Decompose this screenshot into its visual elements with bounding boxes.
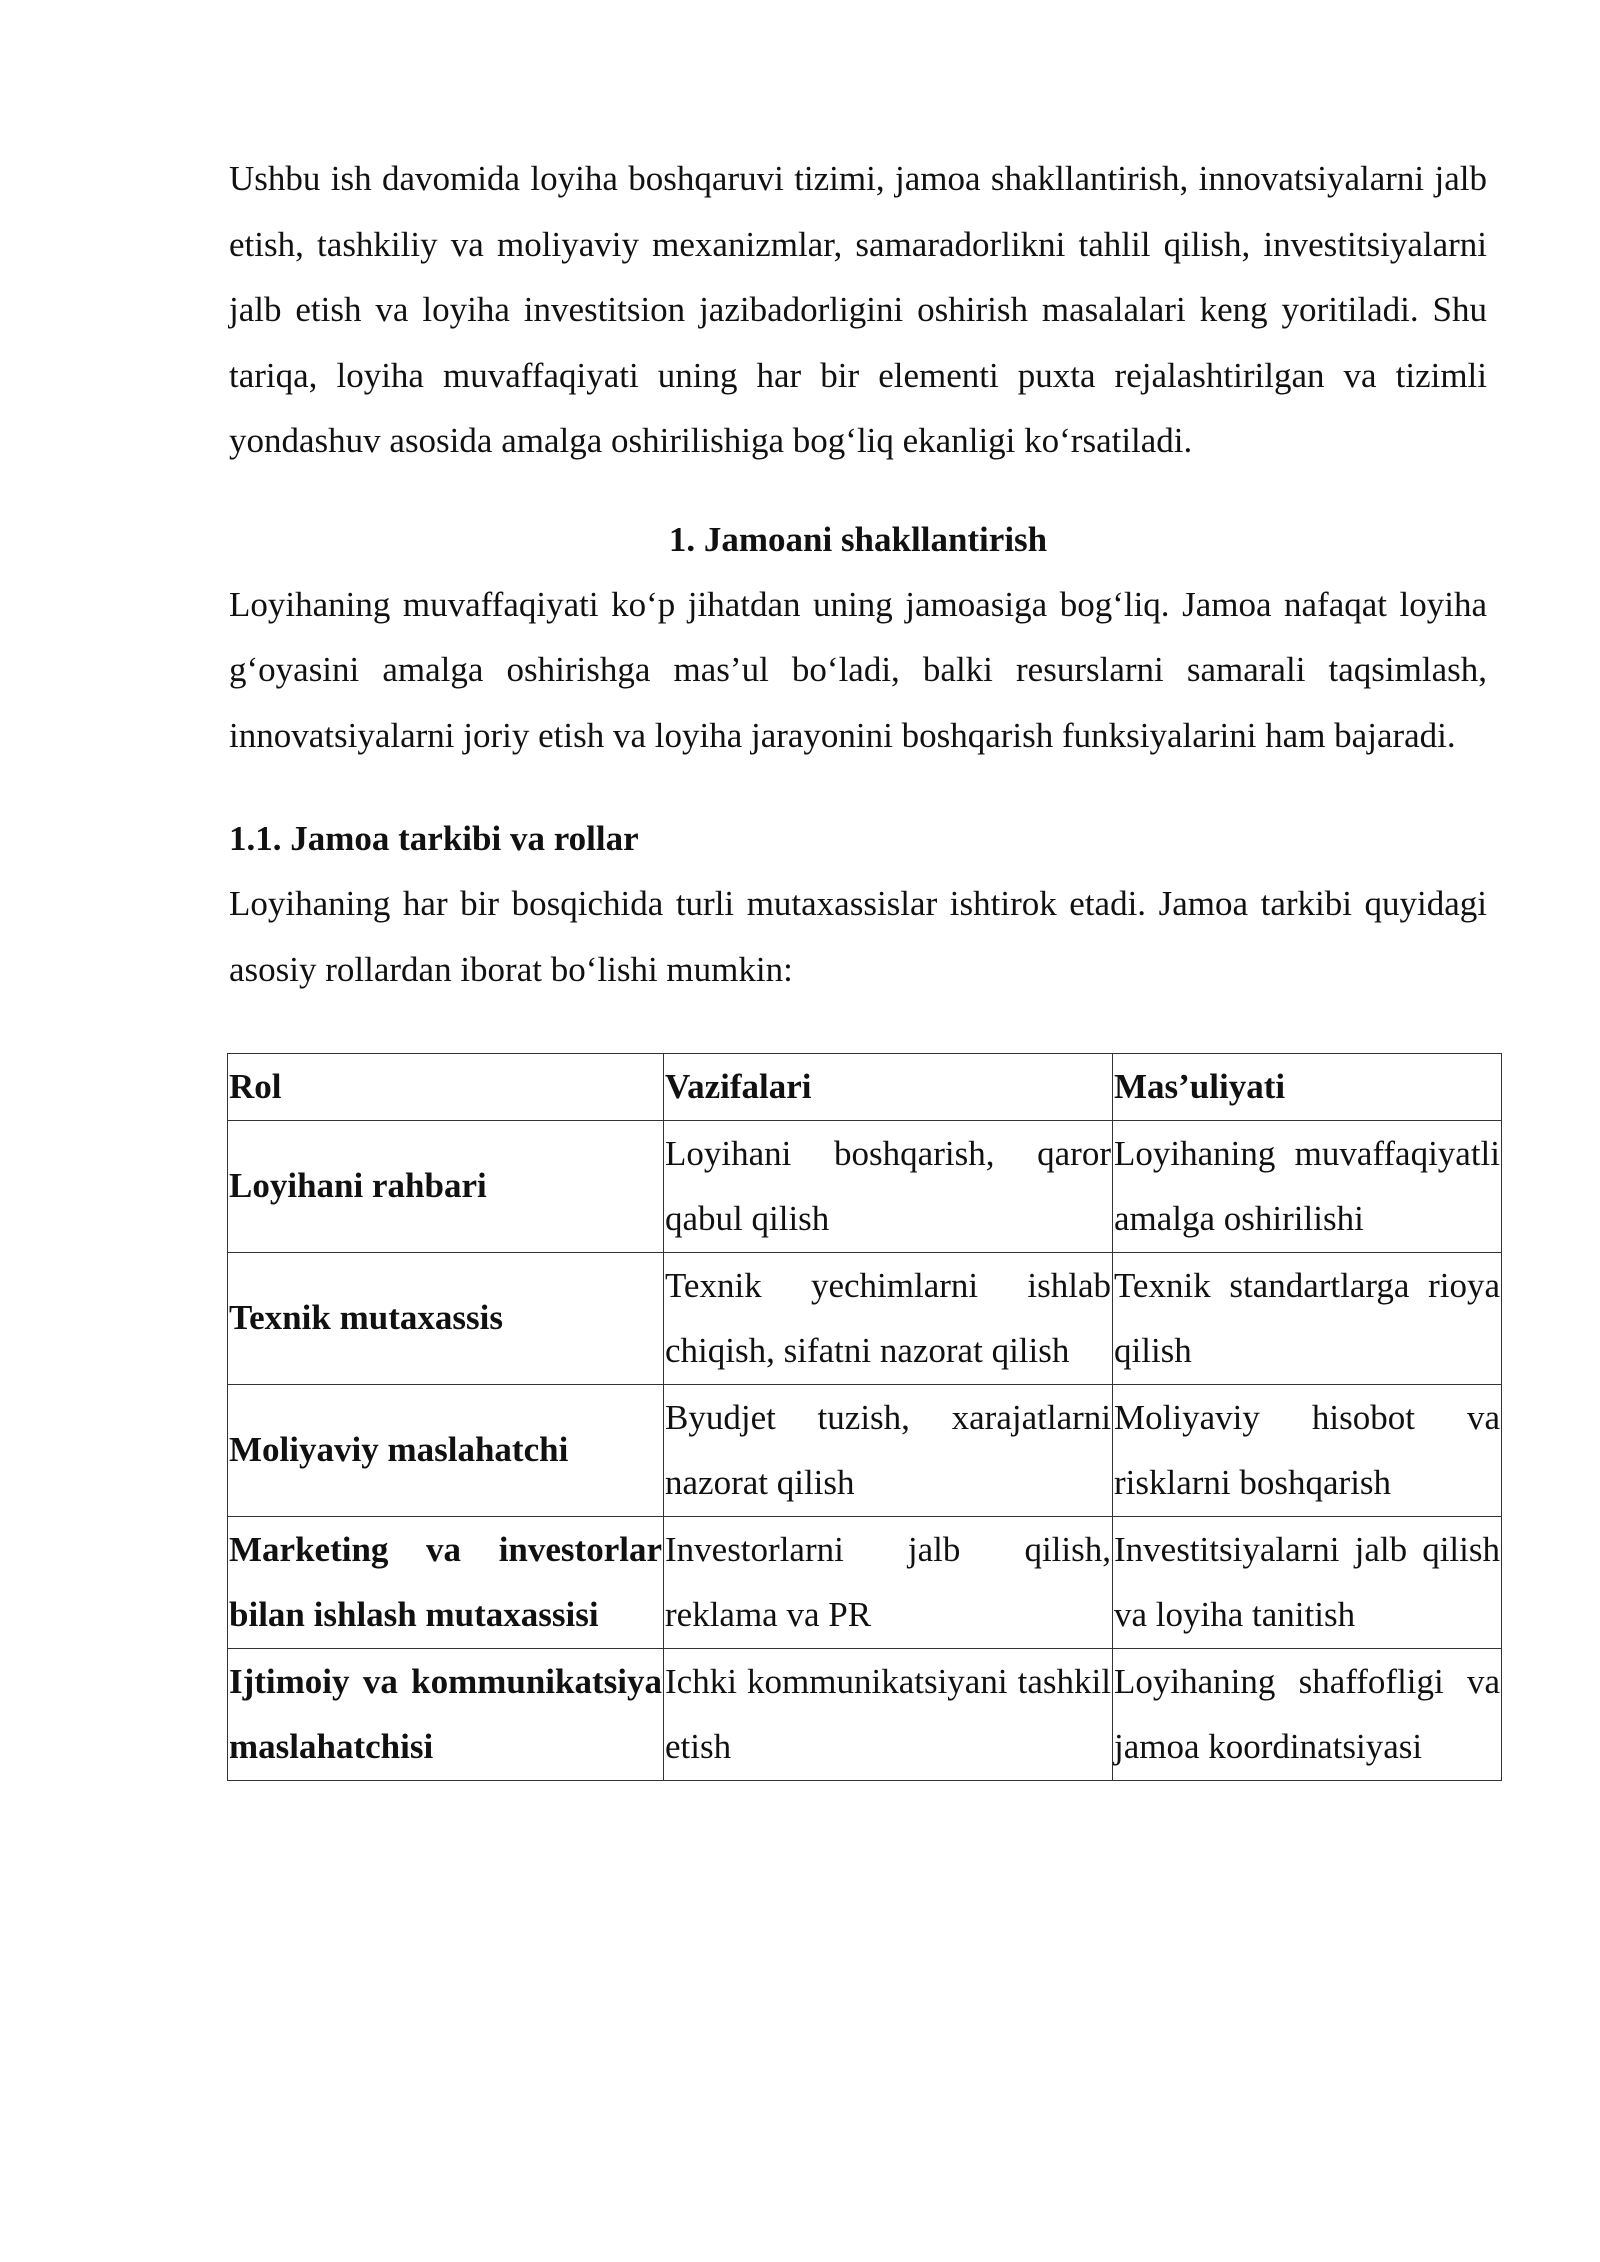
table-row (228, 1252, 1502, 1384)
responsibility-cell: Texnik standartlarga rioya qilish (1113, 1252, 1502, 1384)
tasks-cell: Texnik yechimlarni ishlab chiqish, sifatni nazorat qilish (664, 1252, 1113, 1384)
intro-paragraph: Ushbu ish davomida loyiha boshqaruvi tizimi, jamoa shakllantirish, innovatsiyalarni jalb etish, tashkiliy va moliyaviy mexanizmlar, samaradorlikni tahlil qilish, investitsiyalarni jalb etish va loyiha investitsion jazibadorligini oshirish masalalari keng yoritiladi. Shu tariqa, loyiha muvaffaqiyati uning har bir elementi puxta rejalashtirilgan va tizimli yondashuv asosida amalga oshirilishiga bog‘liq ekanligi ko‘rsatiladi. (229, 159, 1487, 460)
roles-table (227, 1053, 1502, 1781)
responsibility-cell: Moliyaviy hisobot va risklarni boshqarish (1113, 1384, 1502, 1516)
role-cell: Moliyaviy maslahatchi (228, 1384, 664, 1516)
subsection-paragraph: Loyihaning har bir bosqichida turli mutaxassislar ishtirok etadi. Jamoa tarkibi quyidagi asosiy rollardan iborat bo‘lishi mumkin: (229, 884, 1487, 989)
table-row (228, 1384, 1502, 1516)
section-paragraph: Loyihaning muvaffaqiyati ko‘p jihatdan uning jamoasiga bog‘liq. Jamoa nafaqat loyiha g‘oyasini amalga oshirishga mas’ul bo‘ladi, balki resurslarni samarali taqsimlash, innovatsiyalarni joriy etish va loyiha jarayonini boshqarish funksiyalarini ham bajaradi. (229, 584, 1487, 755)
header-responsibility: Mas’uliyati (1113, 1054, 1502, 1121)
role-cell: Marketing va investorlar bilan ishlash mutaxassisi (228, 1516, 664, 1648)
responsibility-cell: Investitsiyalarni jalb qilish va loyiha tanitish (1113, 1516, 1502, 1648)
table-row (228, 1648, 1502, 1780)
role-cell: Texnik mutaxassis (228, 1252, 664, 1384)
table-row (228, 1516, 1502, 1648)
tasks-cell: Loyihani boshqarish, qaror qabul qilish (664, 1120, 1113, 1252)
table-row (228, 1120, 1502, 1252)
header-tasks: Vazifalari (664, 1054, 1113, 1121)
document-page (229, 146, 1500, 1781)
tasks-cell: Byudjet tuzish, xarajatlarni nazorat qilish (664, 1384, 1113, 1516)
header-role: Rol (228, 1054, 664, 1121)
subsection-title: 1.1. Jamoa tarkibi va rollar (229, 819, 639, 858)
role-cell: Ijtimoiy va kommunikatsiya maslahatchisi (228, 1648, 664, 1780)
tasks-cell: Ichki kommunikatsiyani tashkil etish (664, 1648, 1113, 1780)
role-cell: Loyihani rahbari (228, 1120, 664, 1252)
tasks-cell: Investorlarni jalb qilish, reklama va PR (664, 1516, 1113, 1648)
responsibility-cell: Loyihaning shaffofligi va jamoa koordinatsiyasi (1113, 1648, 1502, 1780)
section-title: 1. Jamoani shakllantirish (668, 519, 1048, 559)
table-header-row (228, 1054, 1502, 1121)
responsibility-cell: Loyihaning muvaffaqiyatli amalga oshirilishi (1113, 1120, 1502, 1252)
